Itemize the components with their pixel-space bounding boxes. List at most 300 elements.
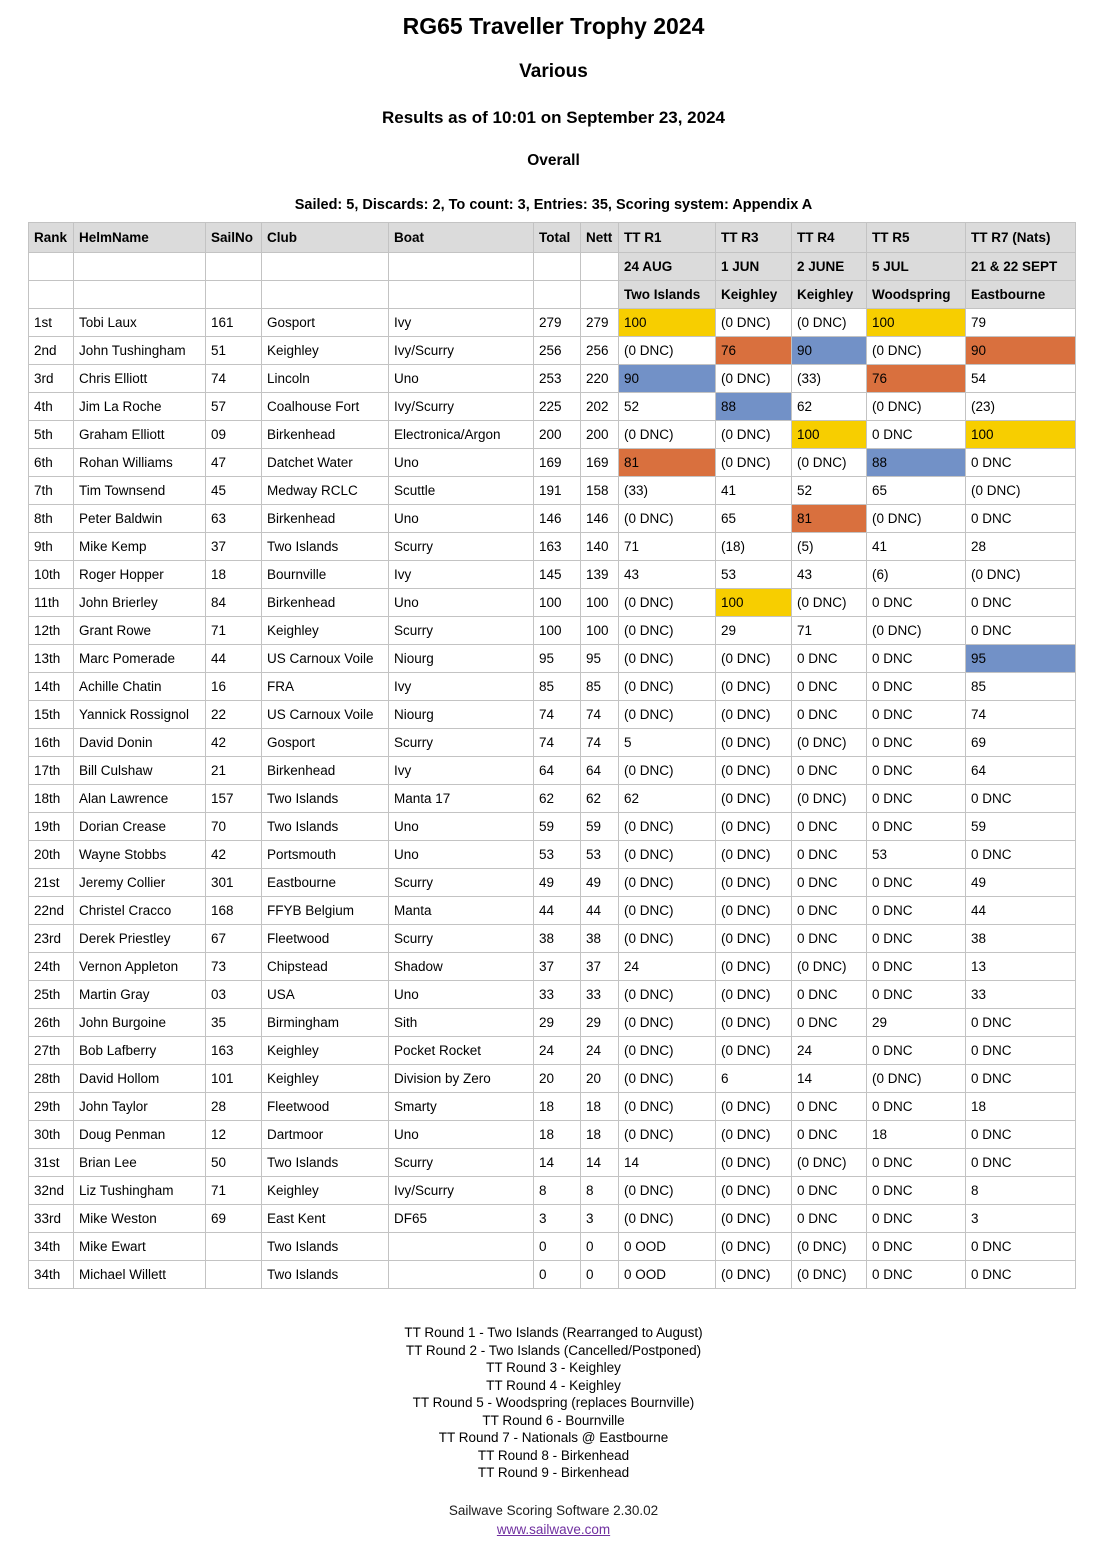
result-row bbox=[29, 1093, 1076, 1121]
round-note: TT Round 3 - Keighley bbox=[486, 1360, 621, 1375]
boat-cell bbox=[389, 1233, 534, 1261]
total-points-cell: 33 bbox=[534, 981, 581, 1009]
rank-cell: 25th bbox=[29, 981, 74, 1009]
race-score-cell: 0 DNC bbox=[792, 869, 867, 897]
result-row bbox=[29, 953, 1076, 981]
race-score-cell: (0 DNC) bbox=[867, 617, 966, 645]
rank-cell: 3rd bbox=[29, 365, 74, 393]
race-score-cell: 0 DNC bbox=[792, 897, 867, 925]
helm-name-cell: Brian Lee bbox=[74, 1149, 206, 1177]
boat-cell: Scurry bbox=[389, 617, 534, 645]
club-cell: Fleetwood bbox=[262, 1093, 389, 1121]
helm-name-cell: Vernon Appleton bbox=[74, 953, 206, 981]
software-credit: Sailwave Scoring Software 2.30.02 bbox=[448, 1502, 659, 1518]
result-row bbox=[29, 1037, 1076, 1065]
total-points-cell: 225 bbox=[534, 393, 581, 421]
race-score-cell: 43 bbox=[792, 561, 867, 589]
blank-header-cell bbox=[29, 281, 74, 309]
result-row bbox=[29, 981, 1076, 1009]
sail-number-cell: 44 bbox=[206, 645, 262, 673]
race-score-cell: (0 DNC) bbox=[619, 337, 716, 365]
result-row bbox=[29, 393, 1076, 421]
race-score-cell: 0 DNC bbox=[867, 813, 966, 841]
nett-points-cell: 0 bbox=[581, 1233, 619, 1261]
total-points-cell: 14 bbox=[534, 1149, 581, 1177]
rank-cell: 29th bbox=[29, 1093, 74, 1121]
blank-header-cell bbox=[389, 253, 534, 281]
race-score-cell: 0 DNC bbox=[867, 729, 966, 757]
nett-points-cell: 8 bbox=[581, 1177, 619, 1205]
results-table-header bbox=[29, 223, 1076, 309]
nett-points-cell: 100 bbox=[581, 589, 619, 617]
race-score-cell: 88 bbox=[867, 449, 966, 477]
rank-cell: 31st bbox=[29, 1149, 74, 1177]
race-score-cell: (0 DNC) bbox=[867, 337, 966, 365]
result-row bbox=[29, 841, 1076, 869]
rank-cell: 23rd bbox=[29, 925, 74, 953]
round-note: TT Round 6 - Bournville bbox=[482, 1412, 625, 1428]
total-points-cell: 59 bbox=[534, 813, 581, 841]
helm-name-cell: John Tushingham bbox=[74, 337, 206, 365]
sail-number-cell: 45 bbox=[206, 477, 262, 505]
club-cell: East Kent bbox=[262, 1205, 389, 1233]
blank-header-cell bbox=[29, 253, 74, 281]
result-row bbox=[29, 757, 1076, 785]
result-row bbox=[29, 533, 1076, 561]
race-score-cell: 0 DNC bbox=[792, 1205, 867, 1233]
rank-cell: 26th bbox=[29, 1009, 74, 1037]
race-score-cell: (0 DNC) bbox=[619, 1009, 716, 1037]
race-score-cell: (0 DNC) bbox=[716, 785, 792, 813]
total-points-cell: 20 bbox=[534, 1065, 581, 1093]
race-score-cell: 0 DNC bbox=[867, 1093, 966, 1121]
boat-cell: Ivy/Scurry bbox=[389, 393, 534, 421]
result-row bbox=[29, 673, 1076, 701]
boat-cell: Uno bbox=[389, 589, 534, 617]
race-score-cell: 18 bbox=[867, 1121, 966, 1149]
sail-number-cell: 69 bbox=[206, 1205, 262, 1233]
helm-name-cell: Marc Pomerade bbox=[74, 645, 206, 673]
result-row bbox=[29, 589, 1076, 617]
race-score-cell: (0 DNC) bbox=[792, 1261, 867, 1289]
race-score-cell: 100 bbox=[716, 589, 792, 617]
sail-number-cell: 09 bbox=[206, 421, 262, 449]
total-points-cell: 146 bbox=[534, 505, 581, 533]
helm-name-cell: Jim La Roche bbox=[74, 393, 206, 421]
race-score-cell: (0 DNC) bbox=[619, 925, 716, 953]
results-table-body bbox=[29, 309, 1076, 1289]
race-score-cell: (33) bbox=[792, 365, 867, 393]
race-score-cell: 0 DNC bbox=[966, 1261, 1076, 1289]
helm-name-cell: Alan Lawrence bbox=[74, 785, 206, 813]
race-score-cell: 76 bbox=[716, 337, 792, 365]
race-score-cell: (0 DNC) bbox=[619, 841, 716, 869]
total-points-cell: 64 bbox=[534, 757, 581, 785]
total-points-cell: 256 bbox=[534, 337, 581, 365]
race-score-cell: 24 bbox=[619, 953, 716, 981]
nett-points-cell: 140 bbox=[581, 533, 619, 561]
column-header: TT R7 (Nats) bbox=[966, 223, 1076, 253]
race-venue-row bbox=[29, 281, 1076, 309]
race-score-cell: 0 DNC bbox=[792, 813, 867, 841]
nett-points-cell: 64 bbox=[581, 757, 619, 785]
race-score-cell: 0 DNC bbox=[792, 981, 867, 1009]
boat-cell: Scurry bbox=[389, 533, 534, 561]
race-score-cell: 0 DNC bbox=[867, 421, 966, 449]
club-cell: Two Islands bbox=[262, 1261, 389, 1289]
club-cell: FRA bbox=[262, 673, 389, 701]
race-score-cell: 0 DNC bbox=[792, 841, 867, 869]
race-score-cell: 65 bbox=[716, 505, 792, 533]
column-header: Nett bbox=[581, 223, 619, 253]
race-score-cell: (0 DNC) bbox=[716, 421, 792, 449]
nett-points-cell: 24 bbox=[581, 1037, 619, 1065]
helm-name-cell: Achille Chatin bbox=[74, 673, 206, 701]
boat-cell: Ivy/Scurry bbox=[389, 337, 534, 365]
race-score-cell: 52 bbox=[792, 477, 867, 505]
race-score-cell: (0 DNC) bbox=[619, 813, 716, 841]
club-cell: Lincoln bbox=[262, 365, 389, 393]
result-row bbox=[29, 1149, 1076, 1177]
race-score-cell: 100 bbox=[966, 421, 1076, 449]
club-cell: Birkenhead bbox=[262, 757, 389, 785]
sail-number-cell: 16 bbox=[206, 673, 262, 701]
race-score-cell: 18 bbox=[966, 1093, 1076, 1121]
race-score-cell: 0 DNC bbox=[867, 981, 966, 1009]
race-score-cell: (0 DNC) bbox=[619, 505, 716, 533]
race-score-cell: (0 DNC) bbox=[716, 813, 792, 841]
rank-cell: 18th bbox=[29, 785, 74, 813]
club-cell: Two Islands bbox=[262, 533, 389, 561]
race-score-cell: (0 DNC) bbox=[716, 729, 792, 757]
rank-cell: 14th bbox=[29, 673, 74, 701]
race-score-cell: (0 DNC) bbox=[619, 421, 716, 449]
race-score-cell: 13 bbox=[966, 953, 1076, 981]
rank-cell: 16th bbox=[29, 729, 74, 757]
boat-cell: Scurry bbox=[389, 869, 534, 897]
rank-cell: 11th bbox=[29, 589, 74, 617]
helm-name-cell: Tobi Laux bbox=[74, 309, 206, 337]
sail-number-cell: 71 bbox=[206, 1177, 262, 1205]
race-score-cell: (0 DNC) bbox=[716, 925, 792, 953]
club-cell: Birkenhead bbox=[262, 421, 389, 449]
club-cell: Keighley bbox=[262, 1065, 389, 1093]
nett-points-cell: 49 bbox=[581, 869, 619, 897]
race-score-cell: 0 DNC bbox=[792, 1121, 867, 1149]
race-score-cell: (0 DNC) bbox=[716, 365, 792, 393]
total-points-cell: 0 bbox=[534, 1233, 581, 1261]
club-cell: Gosport bbox=[262, 309, 389, 337]
race-score-cell: (0 DNC) bbox=[716, 673, 792, 701]
blank-header-cell bbox=[534, 253, 581, 281]
race-venue: Eastbourne bbox=[966, 281, 1076, 309]
race-score-cell: (0 DNC) bbox=[619, 617, 716, 645]
race-score-cell: 88 bbox=[716, 393, 792, 421]
race-score-cell: (0 DNC) bbox=[716, 1121, 792, 1149]
total-points-cell: 8 bbox=[534, 1177, 581, 1205]
nett-points-cell: 100 bbox=[581, 617, 619, 645]
club-cell: Birmingham bbox=[262, 1009, 389, 1037]
boat-cell: Niourg bbox=[389, 701, 534, 729]
total-points-cell: 74 bbox=[534, 701, 581, 729]
rank-cell: 19th bbox=[29, 813, 74, 841]
rank-cell: 7th bbox=[29, 477, 74, 505]
race-score-cell: (6) bbox=[867, 561, 966, 589]
race-score-cell: (0 DNC) bbox=[966, 561, 1076, 589]
boat-cell: Niourg bbox=[389, 645, 534, 673]
club-cell: FFYB Belgium bbox=[262, 897, 389, 925]
race-score-cell: 38 bbox=[966, 925, 1076, 953]
nett-points-cell: 29 bbox=[581, 1009, 619, 1037]
club-cell: Datchet Water bbox=[262, 449, 389, 477]
nett-points-cell: 220 bbox=[581, 365, 619, 393]
rank-cell: 15th bbox=[29, 701, 74, 729]
boat-cell: Manta 17 bbox=[389, 785, 534, 813]
result-row bbox=[29, 449, 1076, 477]
boat-cell: Ivy bbox=[389, 561, 534, 589]
nett-points-cell: 14 bbox=[581, 1149, 619, 1177]
nett-points-cell: 53 bbox=[581, 841, 619, 869]
boat-cell: Uno bbox=[389, 365, 534, 393]
helm-name-cell: Roger Hopper bbox=[74, 561, 206, 589]
result-row bbox=[29, 421, 1076, 449]
sail-number-cell: 63 bbox=[206, 505, 262, 533]
race-score-cell: 0 DNC bbox=[867, 589, 966, 617]
results-table bbox=[28, 222, 1076, 1289]
race-date: 2 JUNE bbox=[792, 253, 867, 281]
boat-cell: Scuttle bbox=[389, 477, 534, 505]
blank-header-cell bbox=[74, 253, 206, 281]
rank-cell: 34th bbox=[29, 1233, 74, 1261]
rank-cell: 13th bbox=[29, 645, 74, 673]
result-row bbox=[29, 645, 1076, 673]
race-score-cell: (0 DNC) bbox=[792, 953, 867, 981]
race-date-row bbox=[29, 253, 1076, 281]
blank-header-cell bbox=[534, 281, 581, 309]
boat-cell bbox=[389, 1261, 534, 1289]
race-score-cell: 0 DNC bbox=[966, 617, 1076, 645]
sail-number-cell: 73 bbox=[206, 953, 262, 981]
club-cell: Medway RCLC bbox=[262, 477, 389, 505]
result-row bbox=[29, 813, 1076, 841]
club-cell: US Carnoux Voile bbox=[262, 701, 389, 729]
nett-points-cell: 146 bbox=[581, 505, 619, 533]
race-score-cell: 85 bbox=[966, 673, 1076, 701]
result-row bbox=[29, 1009, 1076, 1037]
race-score-cell: 6 bbox=[716, 1065, 792, 1093]
section-title: Overall bbox=[527, 152, 580, 169]
boat-cell: Manta bbox=[389, 897, 534, 925]
boat-cell: Uno bbox=[389, 841, 534, 869]
race-score-cell: (0 DNC) bbox=[619, 981, 716, 1009]
sail-number-cell: 163 bbox=[206, 1037, 262, 1065]
club-cell: Fleetwood bbox=[262, 925, 389, 953]
club-cell: Chipstead bbox=[262, 953, 389, 981]
race-score-cell: 100 bbox=[792, 421, 867, 449]
club-cell: Keighley bbox=[262, 1177, 389, 1205]
race-score-cell: 0 DNC bbox=[867, 869, 966, 897]
nett-points-cell: 38 bbox=[581, 925, 619, 953]
blank-header-cell bbox=[262, 281, 389, 309]
nett-points-cell: 44 bbox=[581, 897, 619, 925]
rank-cell: 22nd bbox=[29, 897, 74, 925]
race-score-cell: 44 bbox=[966, 897, 1076, 925]
race-score-cell: 41 bbox=[716, 477, 792, 505]
footer-link-line bbox=[0, 1522, 1107, 1551]
rank-cell: 20th bbox=[29, 841, 74, 869]
nett-points-cell: 202 bbox=[581, 393, 619, 421]
sail-number-cell: 47 bbox=[206, 449, 262, 477]
round-note: TT Round 8 - Birkenhead bbox=[477, 1447, 630, 1463]
boat-cell: Smarty bbox=[389, 1093, 534, 1121]
nett-points-cell: 18 bbox=[581, 1121, 619, 1149]
rank-cell: 27th bbox=[29, 1037, 74, 1065]
helm-name-cell: Yannick Rossignol bbox=[74, 701, 206, 729]
result-row bbox=[29, 897, 1076, 925]
race-score-cell: 0 DNC bbox=[966, 785, 1076, 813]
total-points-cell: 85 bbox=[534, 673, 581, 701]
helm-name-cell: Grant Rowe bbox=[74, 617, 206, 645]
race-score-cell: (0 DNC) bbox=[716, 1205, 792, 1233]
result-row bbox=[29, 309, 1076, 337]
race-score-cell: 43 bbox=[619, 561, 716, 589]
helm-name-cell: Michael Willett bbox=[74, 1261, 206, 1289]
sail-number-cell: 18 bbox=[206, 561, 262, 589]
boat-cell: Scurry bbox=[389, 1149, 534, 1177]
race-score-cell: 14 bbox=[792, 1065, 867, 1093]
total-points-cell: 200 bbox=[534, 421, 581, 449]
race-score-cell: 53 bbox=[867, 841, 966, 869]
race-score-cell: 100 bbox=[867, 309, 966, 337]
boat-cell: Shadow bbox=[389, 953, 534, 981]
nett-points-cell: 74 bbox=[581, 729, 619, 757]
total-points-cell: 163 bbox=[534, 533, 581, 561]
helm-name-cell: Mike Weston bbox=[74, 1205, 206, 1233]
race-score-cell: (0 DNC) bbox=[792, 1233, 867, 1261]
round-notes bbox=[0, 1324, 1107, 1482]
total-points-cell: 145 bbox=[534, 561, 581, 589]
sail-number-cell: 35 bbox=[206, 1009, 262, 1037]
sailwave-link[interactable]: www.sailwave.com bbox=[496, 1521, 611, 1537]
race-score-cell: 0 DNC bbox=[792, 925, 867, 953]
race-score-cell: 0 DNC bbox=[792, 645, 867, 673]
race-score-cell: 0 DNC bbox=[867, 1177, 966, 1205]
column-header: SailNo bbox=[206, 223, 262, 253]
club-cell: Coalhouse Fort bbox=[262, 393, 389, 421]
total-points-cell: 53 bbox=[534, 841, 581, 869]
race-score-cell: 8 bbox=[966, 1177, 1076, 1205]
nett-points-cell: 3 bbox=[581, 1205, 619, 1233]
race-score-cell: 5 bbox=[619, 729, 716, 757]
total-points-cell: 100 bbox=[534, 589, 581, 617]
boat-cell: Uno bbox=[389, 505, 534, 533]
rank-cell: 21st bbox=[29, 869, 74, 897]
club-cell: Dartmoor bbox=[262, 1121, 389, 1149]
column-header: TT R1 bbox=[619, 223, 716, 253]
race-score-cell: 0 DNC bbox=[867, 673, 966, 701]
helm-name-cell: Dorian Crease bbox=[74, 813, 206, 841]
rank-cell: 12th bbox=[29, 617, 74, 645]
rank-cell: 24th bbox=[29, 953, 74, 981]
sail-number-cell: 161 bbox=[206, 309, 262, 337]
race-score-cell: (0 DNC) bbox=[966, 477, 1076, 505]
nett-points-cell: 95 bbox=[581, 645, 619, 673]
helm-name-cell: Graham Elliott bbox=[74, 421, 206, 449]
boat-cell: Ivy bbox=[389, 673, 534, 701]
sail-number-cell: 57 bbox=[206, 393, 262, 421]
boat-cell: DF65 bbox=[389, 1205, 534, 1233]
sail-number-cell bbox=[206, 1261, 262, 1289]
sail-number-cell: 70 bbox=[206, 813, 262, 841]
race-score-cell: (0 DNC) bbox=[619, 757, 716, 785]
sail-number-cell: 50 bbox=[206, 1149, 262, 1177]
race-score-cell: (0 DNC) bbox=[619, 1205, 716, 1233]
sail-number-cell: 74 bbox=[206, 365, 262, 393]
sail-number-cell: 22 bbox=[206, 701, 262, 729]
race-score-cell: 0 DNC bbox=[792, 757, 867, 785]
total-points-cell: 100 bbox=[534, 617, 581, 645]
page-title: RG65 Traveller Trophy 2024 bbox=[402, 13, 705, 39]
race-score-cell: 0 OOD bbox=[619, 1233, 716, 1261]
nett-points-cell: 59 bbox=[581, 813, 619, 841]
round-note: TT Round 9 - Birkenhead bbox=[477, 1465, 630, 1480]
race-score-cell: (0 DNC) bbox=[867, 1065, 966, 1093]
race-score-cell: 90 bbox=[619, 365, 716, 393]
helm-name-cell: Rohan Williams bbox=[74, 449, 206, 477]
sail-number-cell: 28 bbox=[206, 1093, 262, 1121]
nett-points-cell: 18 bbox=[581, 1093, 619, 1121]
race-score-cell: 71 bbox=[619, 533, 716, 561]
rank-cell: 34th bbox=[29, 1261, 74, 1289]
nett-points-cell: 62 bbox=[581, 785, 619, 813]
total-points-cell: 169 bbox=[534, 449, 581, 477]
total-points-cell: 74 bbox=[534, 729, 581, 757]
race-score-cell: (0 DNC) bbox=[867, 393, 966, 421]
race-score-cell: 0 DNC bbox=[966, 841, 1076, 869]
sail-number-cell: 51 bbox=[206, 337, 262, 365]
race-date: 24 AUG bbox=[619, 253, 716, 281]
race-score-cell: (0 DNC) bbox=[792, 449, 867, 477]
helm-name-cell: John Burgoine bbox=[74, 1009, 206, 1037]
race-score-cell: (18) bbox=[716, 533, 792, 561]
helm-name-cell: Mike Kemp bbox=[74, 533, 206, 561]
blank-header-cell bbox=[74, 281, 206, 309]
race-score-cell: (0 DNC) bbox=[716, 309, 792, 337]
race-score-cell: 28 bbox=[966, 533, 1076, 561]
nett-points-cell: 20 bbox=[581, 1065, 619, 1093]
race-score-cell: (0 DNC) bbox=[716, 869, 792, 897]
sail-number-cell: 12 bbox=[206, 1121, 262, 1149]
sail-number-cell: 37 bbox=[206, 533, 262, 561]
race-venue: Keighley bbox=[716, 281, 792, 309]
race-score-cell: (0 DNC) bbox=[716, 701, 792, 729]
helm-name-cell: Christel Cracco bbox=[74, 897, 206, 925]
race-score-cell: (0 DNC) bbox=[792, 1149, 867, 1177]
race-score-cell: 0 DNC bbox=[867, 1261, 966, 1289]
boat-cell: Uno bbox=[389, 1121, 534, 1149]
race-score-cell: 24 bbox=[792, 1037, 867, 1065]
blank-header-cell bbox=[262, 253, 389, 281]
club-cell: Two Islands bbox=[262, 785, 389, 813]
boat-cell: Uno bbox=[389, 813, 534, 841]
boat-cell: Electronica/Argon bbox=[389, 421, 534, 449]
helm-name-cell: David Donin bbox=[74, 729, 206, 757]
total-points-cell: 3 bbox=[534, 1205, 581, 1233]
column-header: Total bbox=[534, 223, 581, 253]
race-score-cell: (0 DNC) bbox=[716, 1149, 792, 1177]
race-score-cell: 0 DNC bbox=[867, 757, 966, 785]
rank-cell: 8th bbox=[29, 505, 74, 533]
